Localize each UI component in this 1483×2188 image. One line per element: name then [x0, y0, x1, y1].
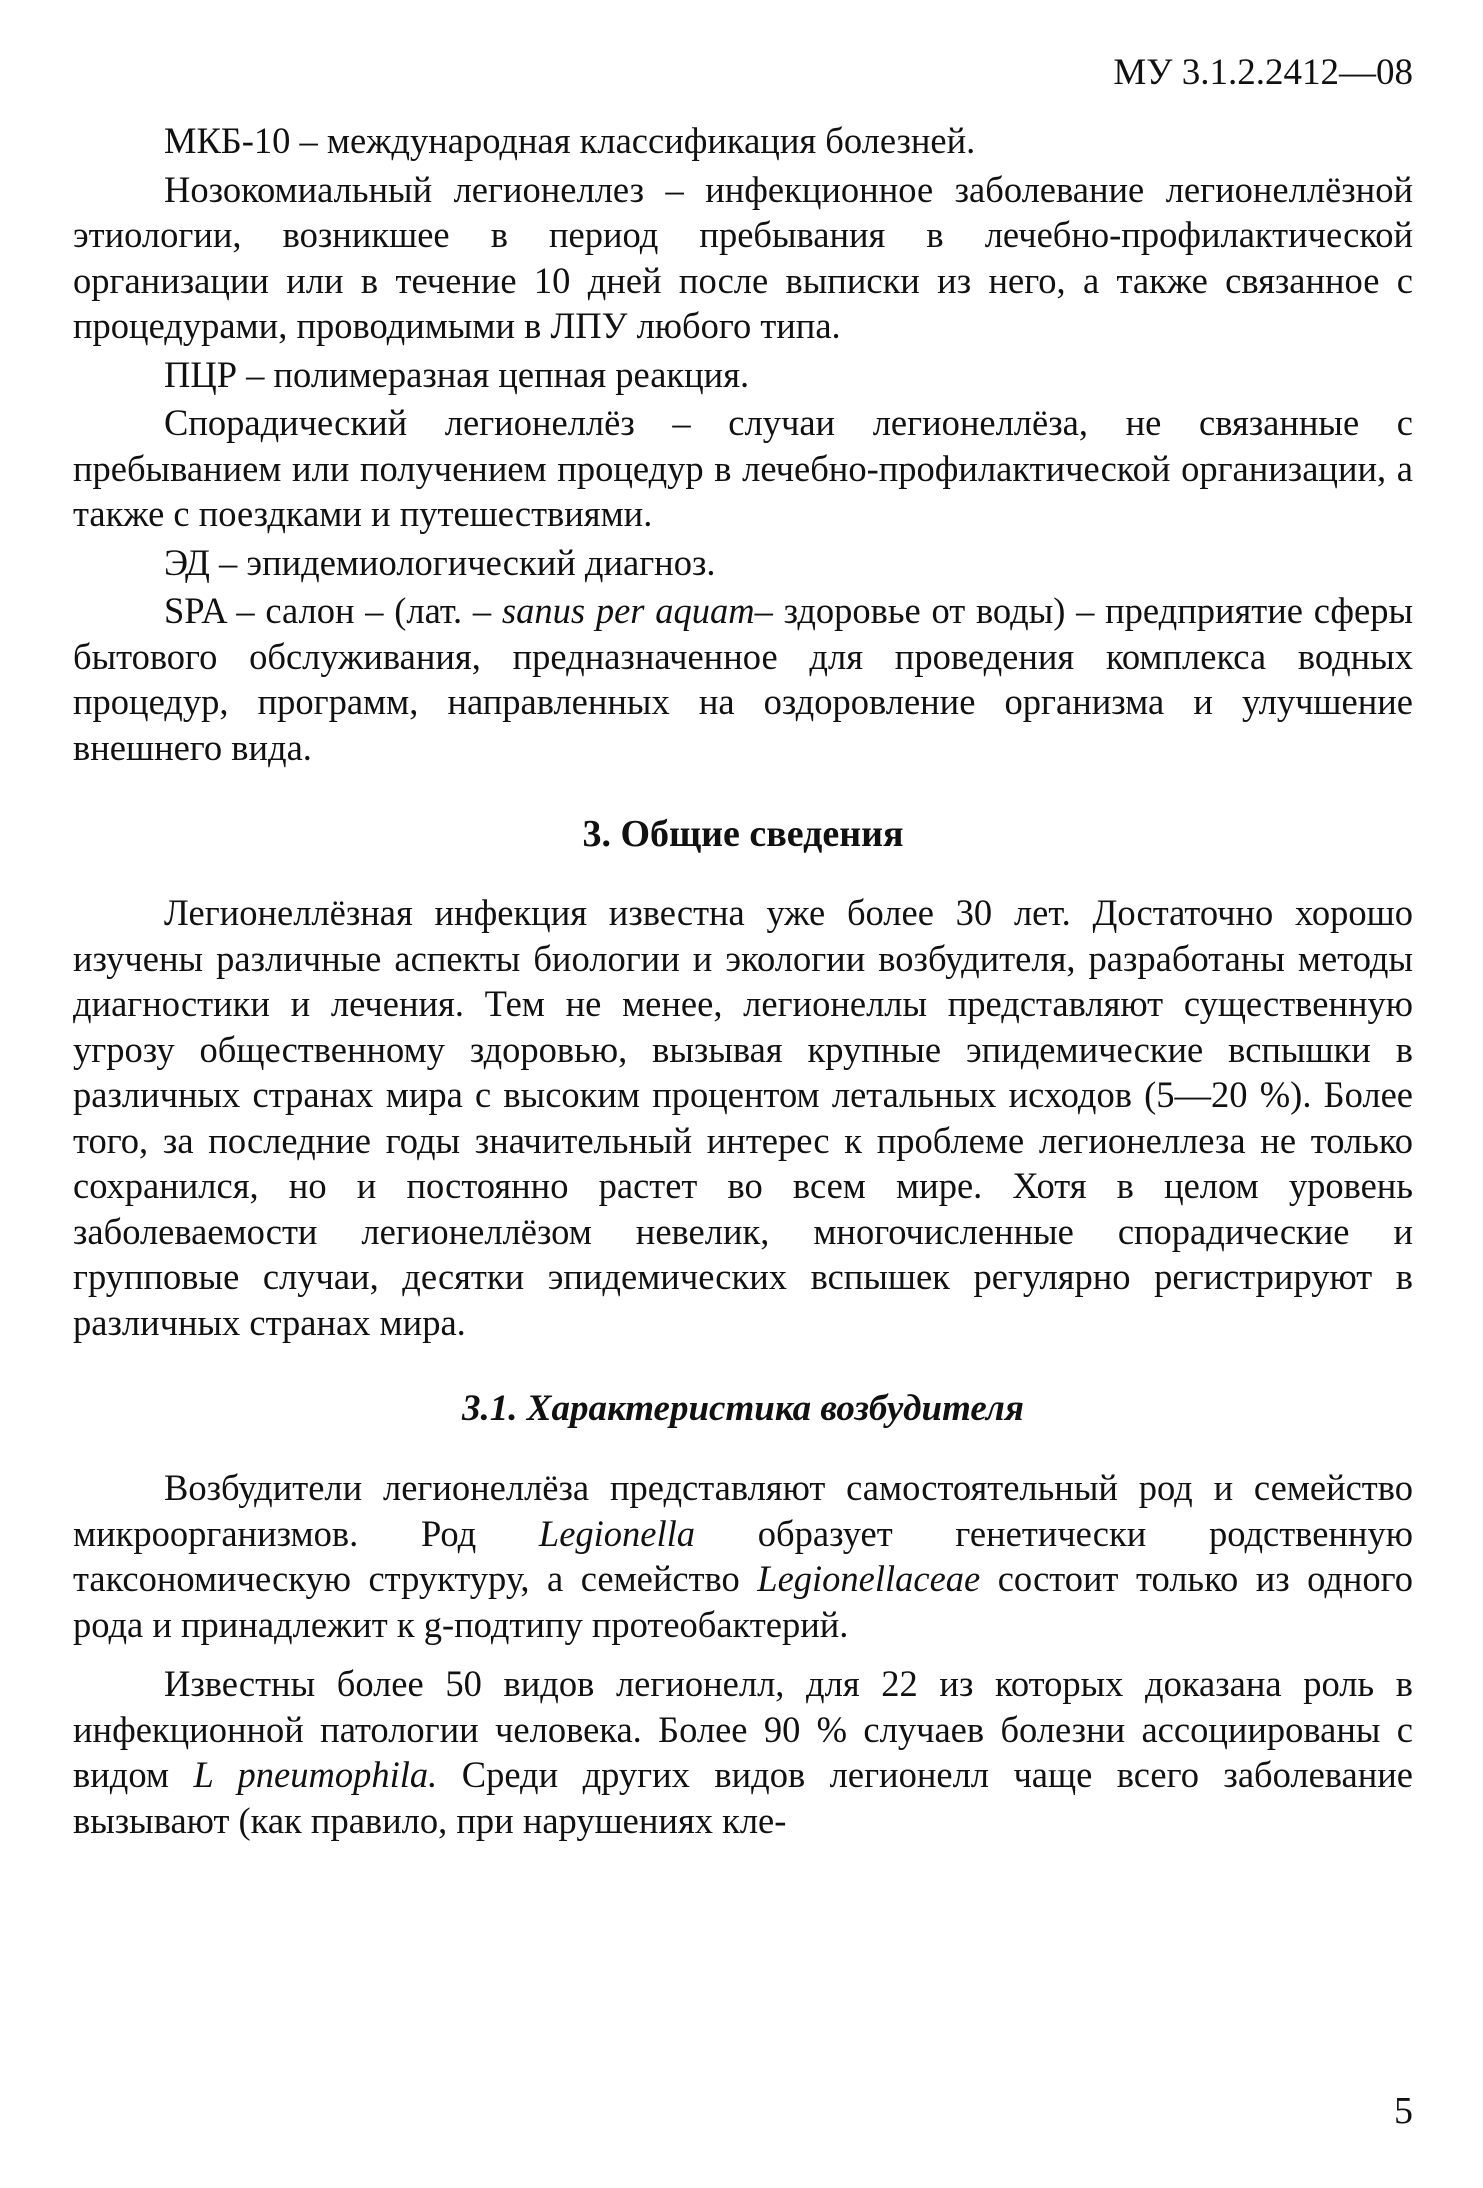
text-run: Среди других видов легионелл чаще всего заболевание вызывают (как правило, при нарушениях кле-	[73, 1754, 1413, 1841]
section-3-1-paragraph-2	[73, 1661, 1413, 1843]
document-page	[73, 50, 1413, 1843]
text-run: Возбудители легионеллёза представляют самостоятельный род и семейство микроорганизмов. Род	[73, 1467, 1413, 1554]
definition-sporadic: Спорадический легионеллёз – случаи легионеллёза, не связанные с пребыванием или получением процедур в лечебно-профилактической организации, а также с поездками и путешествиями.	[73, 402, 1413, 534]
definition-spa-prefix: SPA – салон – (лат. –	[164, 590, 502, 631]
document-code: МУ 3.1.2.2412—08	[1113, 52, 1413, 93]
definition-mkb10: МКБ-10 – международная классификация болезней.	[164, 120, 976, 161]
section-3-paragraph: Легионеллёзная инфекция известна уже более 30 лет. Достаточно хорошо изучены различные аспекты биологии и экологии возбудителя, разработаны методы диагностики и лечения. Тем не менее, легионеллы представляют существенную угрозу общественному здоровью, вызывая крупные эпидемические вспышки в различных странах мира с высоким процентом летальных исходов (5—20 %). Более того, за последние годы значительный интерес к проблеме легионеллеза не только сохранился, но и постоянно растет во всем мире. Хотя в целом уровень заболеваемости легионеллёзом невелик, многочисленные спорадические и групповые случаи, десятки эпидемических вспышек регулярно регистрируют в различных странах мира.	[73, 892, 1413, 1343]
species-name: L pneumophila.	[193, 1754, 438, 1795]
section-3-title: 3. Общие сведения	[582, 813, 904, 855]
definition-nosocomial: Нозокомиальный легионеллез – инфекционное заболевание легионеллёзной этиологии, возникшее в период пребывания в лечебно-профилактической организации или в течение 10 дней после выписки из него, а также связанное с процедурами, проводимыми в ЛПУ любого типа.	[73, 168, 1413, 346]
page-number: 5	[1394, 2090, 1413, 2132]
definition-spa-latin: sanus per aquam	[501, 590, 755, 631]
definition-ed: ЭД – эпидемиологический диагноз.	[164, 541, 716, 583]
section-3-1-paragraph-1	[73, 1465, 1413, 1647]
text-run: образует генетически родственную таксономическую структуру, а семейство	[73, 1512, 1413, 1599]
genus-name: Legionella	[538, 1512, 696, 1554]
definition-spa	[73, 588, 1413, 770]
text-run: состоит только из одного рода и принадлежит к g-подтипу протеобактерий.	[73, 1558, 1413, 1645]
definition-pcr: ПЦР – полимеразная цепная реакция.	[164, 353, 750, 395]
definition-spa-suffix: – здоровье от воды) – предприятие сферы бытового обслуживания, предназначенное для проведения комплекса водных процедур, программ, направленных на оздоровление организма и улучшение внешнего вида.	[73, 590, 1413, 768]
family-name: Legionellaceae	[757, 1558, 981, 1599]
section-3-1-title: 3.1. Характеристика возбудителя	[462, 1388, 1024, 1429]
text-run: Известны более 50 видов легионелл, для 22 из которых доказана роль в инфекционной патологии человека. Более 90 % случаев болезни ассоциированы с видом	[73, 1663, 1413, 1795]
